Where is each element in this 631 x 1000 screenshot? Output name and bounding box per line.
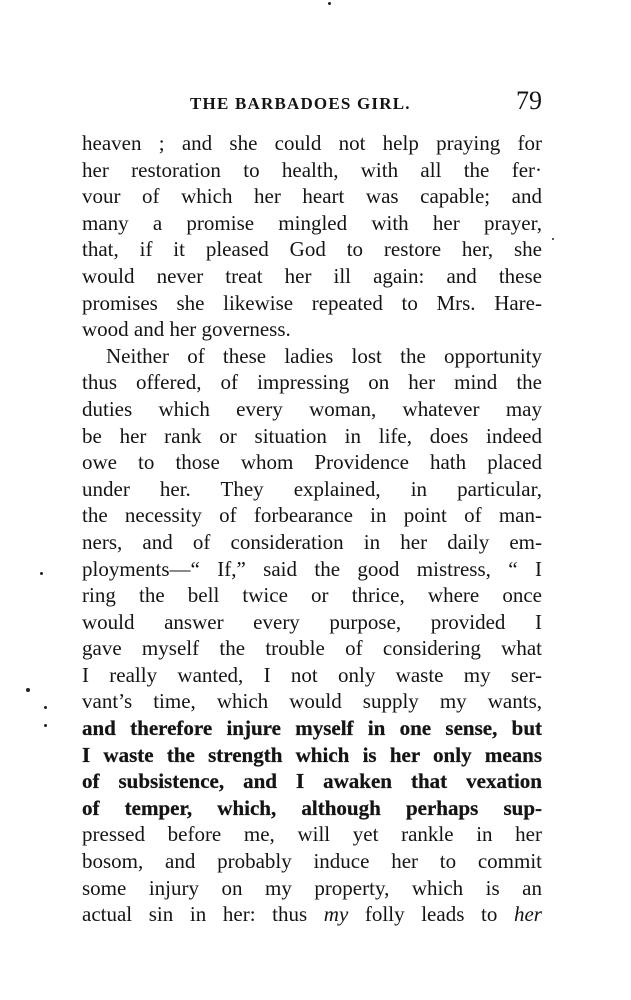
text-line: I really wanted, I not only waste my ser-	[82, 662, 542, 687]
text-line: of subsistence, and I awaken that vexation	[82, 769, 542, 794]
text-line: duties which every woman, whatever may	[82, 396, 542, 421]
running-head	[80, 86, 542, 120]
text-line: ring the bell twice or thrice, where once	[82, 583, 542, 608]
text-line: owe to those whom Providence hath placed	[82, 450, 542, 475]
italic-emphasis: my	[323, 902, 349, 927]
text-line: be her rank or situation in life, does indeed	[82, 423, 542, 448]
text-line: vant’s time, which would supply my wants,	[82, 689, 542, 714]
text-line-final	[82, 901, 542, 928]
text-line: promises she likewise repeated to Mrs. Hare-	[82, 290, 542, 315]
text-line: ployments—“ If,” said the good mistress, “ I	[82, 556, 542, 581]
text-line: under her. They explained, in particular,	[82, 476, 542, 501]
text-line: would answer every purpose, provided I	[82, 609, 542, 634]
scan-speck	[44, 724, 47, 727]
text-line: I waste the strength which is her only means	[82, 742, 542, 767]
text-line: wood and her governess.	[82, 317, 291, 342]
text-line: heaven ; and she could not help praying for	[82, 131, 542, 155]
text-line: the necessity of forbearance in point of man-	[82, 503, 542, 528]
text-line: some injury on my property, which is an	[82, 875, 542, 900]
text-line: that, if it pleased God to restore her, she	[82, 237, 542, 262]
text-line: of temper, which, although perhaps sup-	[82, 795, 542, 820]
text-line: many a promise mingled with her prayer,	[82, 210, 542, 235]
scan-speck	[26, 688, 30, 692]
scan-speck	[40, 572, 43, 575]
text-line: gave myself the trouble of considering what	[82, 636, 542, 661]
scan-speck	[44, 706, 47, 709]
paragraph-first-line: Neither of these ladies lost the opportunity	[106, 343, 542, 368]
text-line: her restoration to health, with all the fer·	[82, 157, 542, 182]
running-title: THE BARBADOES GIRL.	[190, 94, 411, 113]
final-line-text: actual sin in her: thus	[82, 902, 324, 927]
page-number: 79	[516, 86, 542, 115]
text-line: thus offered, of impressing on her mind the	[82, 370, 542, 395]
scan-speck	[552, 238, 554, 240]
text-line: ners, and of consideration in her daily em-	[82, 529, 542, 554]
final-line-text: folly leads to	[348, 902, 514, 927]
text-line: and therefore injure myself in one sense, but	[82, 716, 542, 741]
text-line: would never treat her ill again: and these	[82, 263, 542, 288]
text-line: bosom, and probably induce her to commit	[82, 849, 542, 874]
scan-speck	[328, 2, 331, 5]
text-line: pressed before me, will yet rankle in her	[82, 822, 542, 847]
body-text	[82, 130, 542, 928]
text-line: vour of which her heart was capable; and	[82, 184, 542, 209]
italic-emphasis: her	[513, 902, 542, 927]
